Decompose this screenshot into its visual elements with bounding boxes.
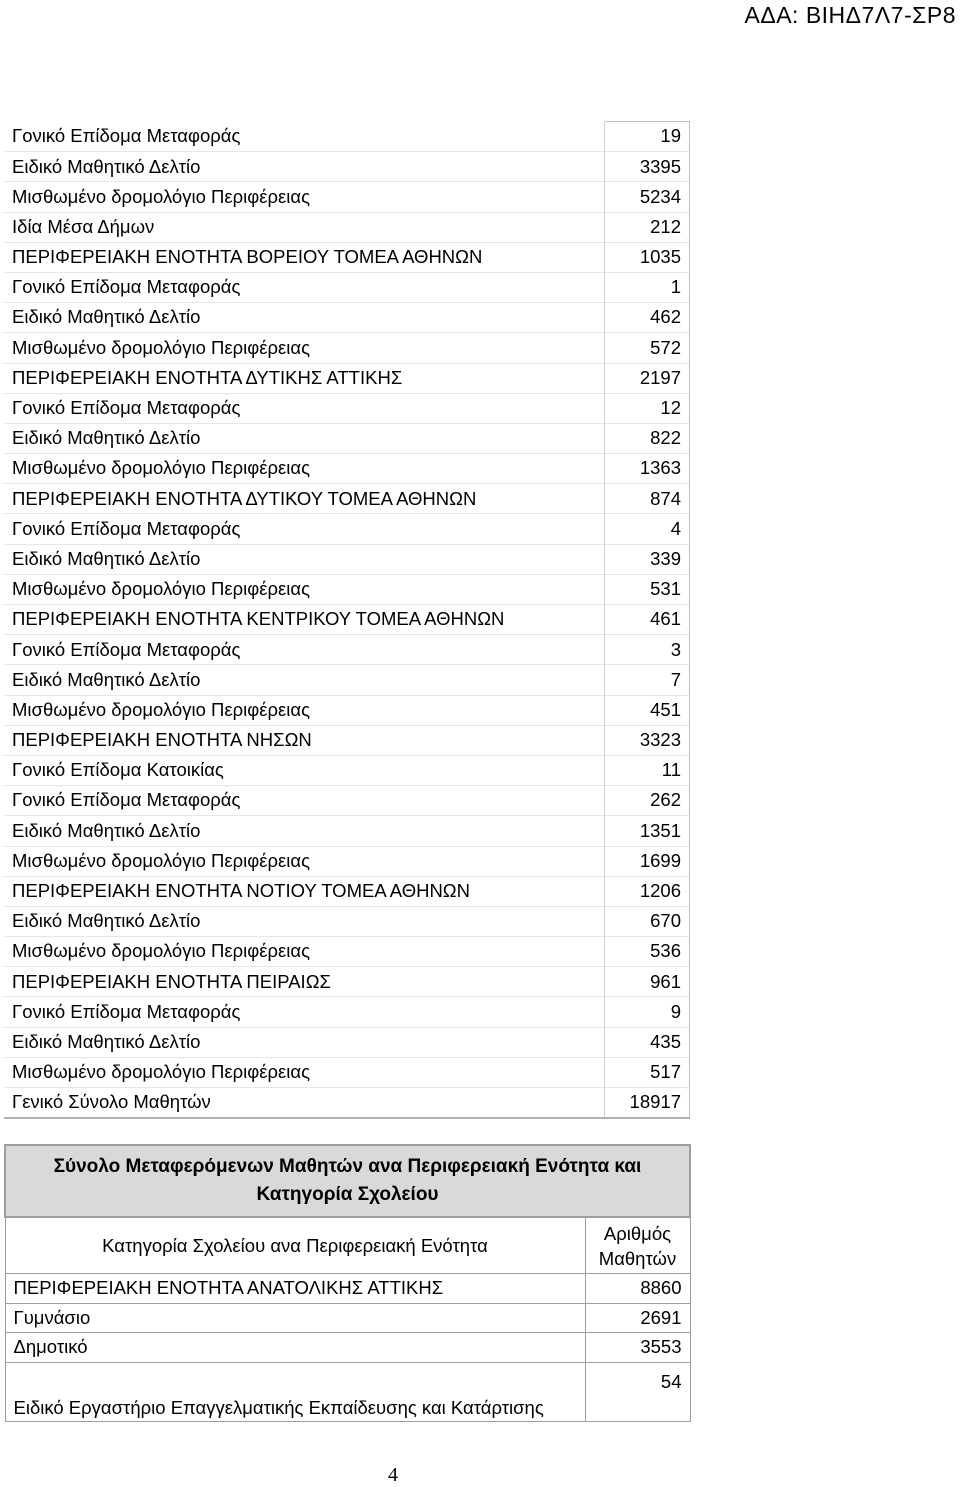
row-label: Μισθωμένο δρομολόγιο Περιφέρειας	[4, 695, 605, 725]
row-label: Γονικό Επίδομα Μεταφοράς	[4, 122, 605, 152]
table-row	[4, 846, 690, 876]
table-row	[4, 786, 690, 816]
table-row	[4, 272, 690, 302]
row-value: 536	[605, 937, 690, 967]
row-value: 8860	[585, 1274, 690, 1304]
table-row	[4, 393, 690, 423]
page-number: 4	[388, 1464, 398, 1486]
table-row	[5, 1362, 690, 1421]
row-label: Γονικό Επίδομα Μεταφοράς	[4, 786, 605, 816]
row-value: 572	[605, 333, 690, 363]
row-label: Γονικό Επίδομα Κατοικίας	[4, 755, 605, 785]
table-title-row	[5, 1145, 690, 1217]
table-row	[4, 967, 690, 997]
row-value: 1	[605, 272, 690, 302]
row-value: 54	[585, 1362, 690, 1421]
table-row	[5, 1274, 690, 1304]
students-by-unit-table	[4, 121, 690, 1119]
row-value: 462	[605, 303, 690, 333]
row-value: 670	[605, 906, 690, 936]
row-label: Ιδία Μέσα Δήμων	[4, 212, 605, 242]
row-label: Γονικό Επίδομα Μεταφοράς	[4, 997, 605, 1027]
row-value: 4	[605, 514, 690, 544]
table-row	[4, 906, 690, 936]
row-value: 19	[605, 122, 690, 152]
ada-header: ΑΔΑ: ΒΙΗΔ7Λ7-ΣΡ8	[744, 2, 956, 28]
table-row	[4, 212, 690, 242]
row-label: ΠΕΡΙΦΕΡΕΙΑΚΗ ΕΝΟΤΗΤΑ ΔΥΤΙΚΟΥ ΤΟΜΕΑ ΑΘΗΝΩΝ	[4, 484, 605, 514]
table-row	[4, 303, 690, 333]
row-label: ΠΕΡΙΦΕΡΕΙΑΚΗ ΕΝΟΤΗΤΑ ΒΟΡΕΙΟΥ ΤΟΜΕΑ ΑΘΗΝΩΝ	[4, 242, 605, 272]
table-row	[4, 514, 690, 544]
table-row	[4, 695, 690, 725]
row-label: Γονικό Επίδομα Μεταφοράς	[4, 393, 605, 423]
table-row	[4, 997, 690, 1027]
table-row	[4, 755, 690, 785]
table-row	[4, 242, 690, 272]
row-value: 531	[605, 574, 690, 604]
table-row	[4, 876, 690, 906]
row-label: Μισθωμένο δρομολόγιο Περιφέρειας	[4, 1057, 605, 1087]
row-label: Γυμνάσιο	[5, 1303, 585, 1333]
row-label: Μισθωμένο δρομολόγιο Περιφέρειας	[4, 937, 605, 967]
row-label: Ειδικό Μαθητικό Δελτίο	[4, 816, 605, 846]
row-label: Ειδικό Μαθητικό Δελτίο	[4, 665, 605, 695]
row-label: Γονικό Επίδομα Μεταφοράς	[4, 272, 605, 302]
table-row	[4, 665, 690, 695]
row-label: Μισθωμένο δρομολόγιο Περιφέρειας	[4, 182, 605, 212]
row-value: 435	[605, 1027, 690, 1057]
row-label: Ειδικό Μαθητικό Δελτίο	[4, 544, 605, 574]
table-row	[4, 454, 690, 484]
row-value: 1351	[605, 816, 690, 846]
row-label: Δημοτικό	[5, 1333, 585, 1363]
row-label: Γονικό Επίδομα Μεταφοράς	[4, 635, 605, 665]
table-row	[4, 152, 690, 182]
row-label: Μισθωμένο δρομολόγιο Περιφέρειας	[4, 574, 605, 604]
table-row	[4, 725, 690, 755]
table-row	[4, 635, 690, 665]
table-row	[4, 1027, 690, 1057]
row-value: 1206	[605, 876, 690, 906]
row-value: 262	[605, 786, 690, 816]
row-value: 339	[605, 544, 690, 574]
table-row	[4, 605, 690, 635]
row-value: 3395	[605, 152, 690, 182]
table-row	[5, 1303, 690, 1333]
row-value: 451	[605, 695, 690, 725]
table-row	[4, 1088, 690, 1119]
column-header-count: Αριθμός Μαθητών	[585, 1217, 690, 1274]
table-title: Σύνολο Μεταφερόμενων Μαθητών ανα Περιφερειακή Ενότητα και Κατηγορία Σχολείου	[5, 1145, 690, 1217]
row-label: Μισθωμένο δρομολόγιο Περιφέρειας	[4, 333, 605, 363]
row-label: Ειδικό Μαθητικό Δελτίο	[4, 906, 605, 936]
row-value: 7	[605, 665, 690, 695]
row-label: ΠΕΡΙΦΕΡΕΙΑΚΗ ΕΝΟΤΗΤΑ ΝΗΣΩΝ	[4, 725, 605, 755]
row-value: 1363	[605, 454, 690, 484]
row-label: Ειδικό Μαθητικό Δελτίο	[4, 303, 605, 333]
table-row	[4, 574, 690, 604]
table-row	[4, 937, 690, 967]
row-label: ΠΕΡΙΦΕΡΕΙΑΚΗ ΕΝΟΤΗΤΑ ΠΕΙΡΑΙΩΣ	[4, 967, 605, 997]
row-label: ΠΕΡΙΦΕΡΕΙΑΚΗ ΕΝΟΤΗΤΑ ΝΟΤΙΟΥ ΤΟΜΕΑ ΑΘΗΝΩΝ	[4, 876, 605, 906]
column-header-row	[5, 1217, 690, 1274]
table-row	[4, 182, 690, 212]
row-value: 461	[605, 605, 690, 635]
row-label: ΠΕΡΙΦΕΡΕΙΑΚΗ ΕΝΟΤΗΤΑ ΚΕΝΤΡΙΚΟΥ ΤΟΜΕΑ ΑΘΗΝΩΝ	[4, 605, 605, 635]
row-label: Γενικό Σύνολο Μαθητών	[4, 1088, 605, 1119]
row-label: Ειδικό Εργαστήριο Επαγγελματικής Εκπαίδευσης και Κατάρτισης	[5, 1362, 585, 1421]
table-row	[4, 333, 690, 363]
row-value: 2197	[605, 363, 690, 393]
table-row	[5, 1333, 690, 1363]
table-row	[4, 484, 690, 514]
row-value: 12	[605, 393, 690, 423]
row-value: 212	[605, 212, 690, 242]
row-value: 1035	[605, 242, 690, 272]
row-value: 5234	[605, 182, 690, 212]
table-row	[4, 363, 690, 393]
table-row	[4, 544, 690, 574]
row-value: 3	[605, 635, 690, 665]
row-label: Ειδικό Μαθητικό Δελτίο	[4, 1027, 605, 1057]
table-row	[4, 1057, 690, 1087]
row-label: Μισθωμένο δρομολόγιο Περιφέρειας	[4, 846, 605, 876]
row-value: 2691	[585, 1303, 690, 1333]
row-label: ΠΕΡΙΦΕΡΕΙΑΚΗ ΕΝΟΤΗΤΑ ΑΝΑΤΟΛΙΚΗΣ ΑΤΤΙΚΗΣ	[5, 1274, 585, 1304]
row-label: Ειδικό Μαθητικό Δελτίο	[4, 423, 605, 453]
row-label: Γονικό Επίδομα Μεταφοράς	[4, 514, 605, 544]
row-value: 1699	[605, 846, 690, 876]
row-value: 9	[605, 997, 690, 1027]
summary-by-school-category-table	[4, 1144, 691, 1422]
row-value: 961	[605, 967, 690, 997]
table-row	[4, 423, 690, 453]
row-value: 18917	[605, 1088, 690, 1119]
row-label: Ειδικό Μαθητικό Δελτίο	[4, 152, 605, 182]
row-value: 11	[605, 755, 690, 785]
table-row	[4, 816, 690, 846]
row-value: 874	[605, 484, 690, 514]
row-label: ΠΕΡΙΦΕΡΕΙΑΚΗ ΕΝΟΤΗΤΑ ΔΥΤΙΚΗΣ ΑΤΤΙΚΗΣ	[4, 363, 605, 393]
row-value: 3323	[605, 725, 690, 755]
row-value: 517	[605, 1057, 690, 1087]
row-value: 3553	[585, 1333, 690, 1363]
table-row	[4, 122, 690, 152]
row-label: Μισθωμένο δρομολόγιο Περιφέρειας	[4, 454, 605, 484]
column-header-category: Κατηγορία Σχολείου ανα Περιφερειακή Ενότητα	[5, 1217, 585, 1274]
row-value: 822	[605, 423, 690, 453]
